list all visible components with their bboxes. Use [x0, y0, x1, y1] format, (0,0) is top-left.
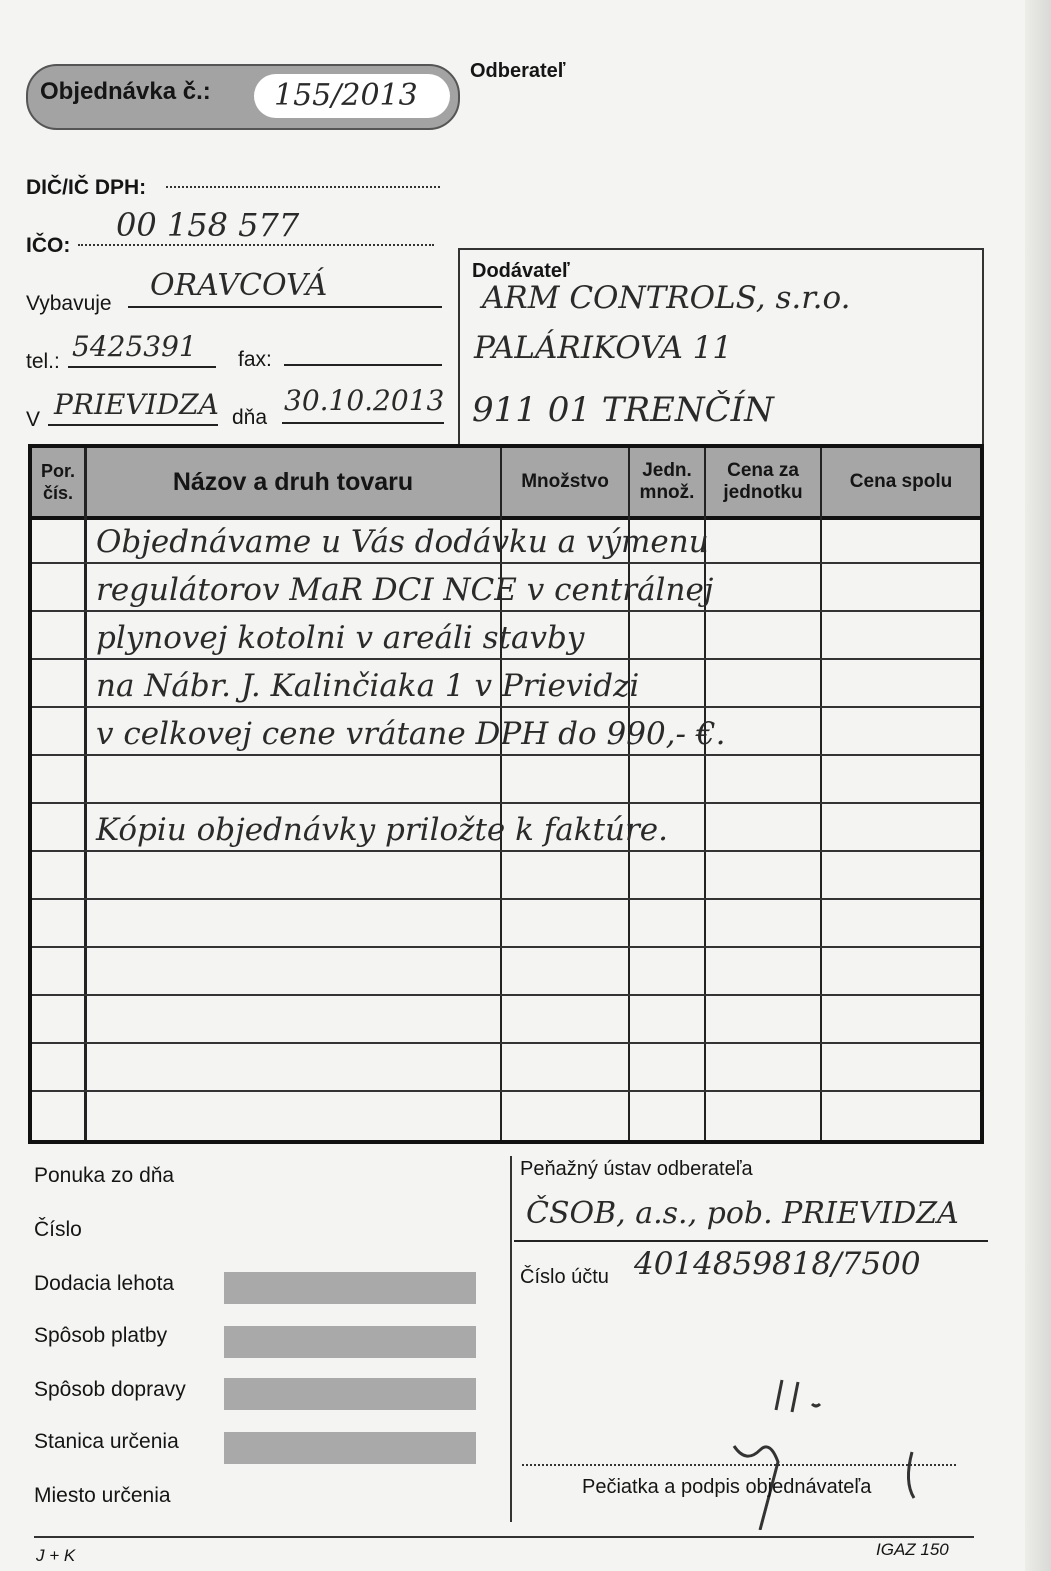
item-text-line: na Nábr. J. Kalinčiaka 1 v Prievidzi [96, 668, 640, 704]
ico-field [78, 244, 434, 246]
header-jedn-mnoz: Jedn. množ. [639, 460, 695, 503]
header-nazov: Názov a druh tovaru [172, 468, 414, 496]
sposob-dopravy-label: Spôsob dopravy [34, 1378, 186, 1401]
miesto-urcenia-label: Miesto určenia [34, 1484, 171, 1507]
date-value: 30.10.2013 [284, 384, 445, 417]
ponuka-label: Ponuka zo dňa [34, 1164, 175, 1187]
dic-field [166, 186, 440, 188]
order-number-box [254, 74, 450, 118]
item-text-line: plynovej kotolni v areáli stavby [96, 620, 585, 656]
col-divider [820, 448, 822, 1140]
supplier-box [458, 248, 984, 448]
row-divider [32, 706, 980, 708]
buyer-label: Odberateľ [470, 60, 566, 82]
row-divider [32, 658, 980, 660]
dodacia-lehota-field [224, 1272, 476, 1304]
row-divider [32, 1042, 980, 1044]
header-cena-spolu: Cena spolu [849, 471, 953, 492]
bottom-rule [34, 1536, 974, 1538]
item-text-line: v celkovej cene vrátane DPH do 990,- €. [96, 716, 726, 752]
supplier-line-2: PALÁRIKOVA 11 [474, 330, 733, 366]
signature [700, 1360, 960, 1530]
city-label: V [26, 408, 41, 431]
supplier-label: Dodávateľ [472, 260, 570, 282]
vybavuje-label: Vybavuje [26, 292, 112, 315]
dic-label: DIČ/IČ DPH: [26, 176, 147, 199]
supplier-line-3: 911 01 TRENČÍN [472, 390, 774, 430]
bank-label: Peňažný ústav odberateľa [520, 1158, 753, 1180]
vybavuje-value: ORAVCOVÁ [150, 268, 328, 303]
col-divider [84, 448, 87, 1140]
fax-field [284, 364, 442, 366]
cislo-label: Číslo [34, 1218, 82, 1241]
item-text-line: Objednávame u Vás dodávku a výmenu [96, 524, 709, 560]
city-field [48, 424, 218, 426]
ico-label: IČO: [26, 234, 71, 257]
row-divider [32, 1090, 980, 1092]
row-divider [32, 994, 980, 996]
item-text-line: Kópiu objednávky priložte k faktúre. [96, 812, 668, 848]
account-value: 4014859818/7500 [634, 1246, 921, 1282]
supplier-line-1: ARM CONTROLS, s.r.o. [482, 280, 851, 316]
city-value: PRIEVIDZA [54, 388, 219, 421]
date-field [282, 422, 444, 424]
row-divider [32, 802, 980, 804]
signature-line [522, 1464, 956, 1466]
date-label: dňa [232, 406, 268, 429]
dodacia-lehota-label: Dodacia lehota [34, 1272, 175, 1295]
stanica-urcenia-field [224, 1432, 476, 1464]
tel-label: tel.: [26, 350, 60, 373]
fax-label: fax: [238, 348, 272, 371]
sposob-platby-label: Spôsob platby [34, 1324, 168, 1347]
row-divider [32, 562, 980, 564]
row-divider [32, 898, 980, 900]
stanica-urcenia-label: Stanica určenia [34, 1430, 179, 1453]
row-divider [32, 754, 980, 756]
paper-edge-shadow [1025, 0, 1051, 1571]
sposob-dopravy-field [224, 1378, 476, 1410]
order-number-value: 155/2013 [274, 78, 418, 113]
form-code: IGAZ 150 [876, 1540, 949, 1559]
bank-value: ČSOB, a.s., pob. PRIEVIDZA [526, 1196, 959, 1231]
header-mnozstvo: Množstvo [521, 471, 609, 492]
items-table [28, 444, 984, 1144]
sposob-platby-field [224, 1326, 476, 1358]
item-text-line: regulátorov MaR DCI NCE v centrálnej [96, 572, 714, 608]
bank-field [514, 1240, 988, 1242]
vybavuje-field [128, 306, 442, 308]
row-divider [32, 610, 980, 612]
signature-label: Pečiatka a podpis objednávateľa [582, 1476, 872, 1498]
tel-value: 5425391 [72, 330, 197, 363]
order-number-pill [26, 64, 460, 130]
tel-field [68, 366, 216, 368]
order-number-label: Objednávka č.: [40, 78, 211, 105]
row-divider [32, 946, 980, 948]
account-label: Číslo účtu [520, 1266, 609, 1288]
header-por-cis: Por. čís. [40, 461, 75, 503]
header-cena-za-jednotku: Cena za jednotku [723, 460, 803, 503]
footer-divider [510, 1156, 512, 1522]
form-mark-left: J + K [36, 1546, 76, 1565]
row-divider [32, 850, 980, 852]
table-header [32, 448, 980, 520]
ico-value: 00 158 577 [116, 206, 300, 244]
